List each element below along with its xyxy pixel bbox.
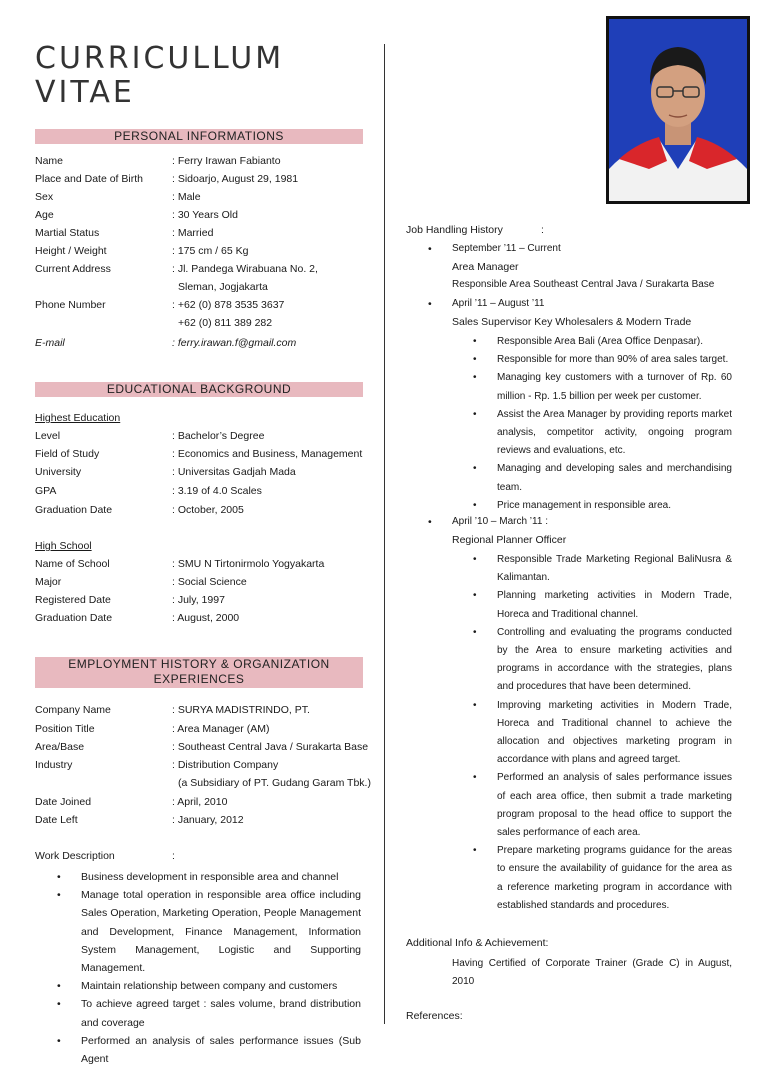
position-3-title: Regional Planner Officer (452, 534, 567, 546)
table-row: Graduation Date : August, 2000 (35, 612, 240, 624)
period-2: April ’11 – August ’11 (452, 298, 545, 309)
list-item: • Manage total operation in responsible area office including Sales Operation, Marketing Operation, People Management and Development, Finance Management, Information System Management, Logistic and Supporting Management. (57, 889, 361, 975)
list-item: • Price management in responsible area. (473, 499, 671, 511)
list-item: • Managing key customers with a turnover of Rp. 60 million - Rp. 1.5 billion per week per customer. (473, 372, 732, 402)
table-row: University : Universitas Gadjah Mada (35, 466, 296, 478)
work-description-label: Work Description (35, 850, 115, 862)
section-personal-heading: PERSONAL INFORMATIONS (35, 129, 363, 144)
table-row: Industry : Distribution Company (a Subsidiary of PT. Gudang Garam Tbk.) (35, 759, 371, 789)
table-row: E-mail : ferry.irawan.f@gmail.com (35, 337, 297, 349)
period-3: April ’10 – March ’11 : (452, 516, 548, 527)
list-item: • Responsible for more than 90% of area sales target. (473, 354, 729, 366)
highest-education-title: Highest Education (35, 412, 121, 424)
references-label: References: (406, 1010, 463, 1022)
table-row: Current Address : Jl. Pandega Wirabuana No. 2, Sleman, Jogjakarta (35, 263, 318, 293)
table-row: Field of Study : Economics and Business, Management (35, 448, 363, 460)
position-2-title: Sales Supervisor Key Wholesalers & Modern Trade (452, 316, 692, 328)
bullet: • (428, 298, 432, 310)
table-row: Company Name : SURYA MADISTRINDO, PT. (35, 704, 310, 716)
table-row: Position Title : Area Manager (AM) (35, 723, 270, 735)
table-row: Name of School : SMU N Tirtonirmolo Yogyakarta (35, 558, 325, 570)
table-row: Level : Bachelor’s Degree (35, 430, 265, 442)
list-item: • To achieve agreed target : sales volume, brand distribution and coverage (57, 998, 361, 1029)
table-row: Sex : Male (35, 191, 201, 203)
list-item: • Maintain relationship between company and customers (57, 980, 338, 993)
work-description-colon: : (172, 850, 175, 862)
table-row: Major : Social Science (35, 576, 247, 588)
profile-photo (606, 16, 750, 204)
table-row: Date Joined : April, 2010 (35, 796, 228, 808)
table-row: Martial Status : Married (35, 227, 214, 239)
email-link[interactable]: : ferry.irawan.f@gmail.com (172, 337, 297, 349)
table-row: Name : Ferry Irawan Fabianto (35, 155, 281, 167)
table-row: Area/Base : Southeast Central Java / Surakarta Base (35, 741, 369, 753)
job-history-colon: : (541, 224, 544, 236)
position-2-duties (473, 333, 732, 515)
table-row: Graduation Date : October, 2005 (35, 504, 244, 516)
column-divider (384, 44, 385, 1024)
position-3-duties (473, 551, 732, 915)
high-school-title: High School (35, 540, 92, 552)
list-item: • Performed an analysis of sales performance issues of each area office, then submit a trade marketing program proposal to the head office to support the sales performance of each area. (473, 772, 732, 839)
additional-info-text: Having Certified of Corporate Trainer (Grade C) in August, 2010 (452, 958, 732, 987)
portrait-image (609, 19, 747, 201)
list-item: • Performed an analysis of sales performance issues (Sub Agent (57, 1034, 361, 1066)
table-row: Age : 30 Years Old (35, 209, 238, 221)
list-item: • Prepare marketing programs guidance for the areas to ensure the availability of guidance for the area as a reference marketing program in accordance with established standards and procedures. (473, 845, 732, 911)
period-1: September ’11 – Current (452, 243, 561, 254)
list-item: • Planning marketing activities in Modern Trade, Horeca and Traditional channel. (473, 590, 732, 620)
table-row: Height / Weight : 175 cm / 65 Kg (35, 245, 249, 257)
section-education-heading: EDUCATIONAL BACKGROUND (35, 382, 363, 397)
list-item: • Assist the Area Manager by providing reports market analysis, competitor activity, ongoing program reviews and evaluations, etc. (473, 408, 732, 457)
bullet: • (428, 516, 432, 528)
section-employment-heading: EMPLOYMENT HISTORY & ORGANIZATION EXPERIENCES (35, 657, 363, 688)
list-item: • Responsible Trade Marketing Regional BaliNusra & Kalimantan. (473, 554, 732, 584)
cv-title: CURRICULLUM VITAE (35, 41, 285, 110)
position-1-area: Responsible Area Southeast Central Java / Surakarta Base (452, 279, 715, 290)
list-item: • Business development in responsible area and channel (57, 871, 339, 883)
table-row: Registered Date : July, 1997 (35, 594, 225, 606)
position-1-title: Area Manager (452, 261, 519, 273)
table-row: Date Left : January, 2012 (35, 814, 244, 826)
list-item: • Responsible Area Bali (Area Office Denpasar). (473, 336, 704, 347)
table-row: Place and Date of Birth : Sidoarjo, August 29, 1981 (35, 173, 299, 185)
table-row: Phone Number : +62 (0) 878 3535 3637 +62 (0) 811 389 282 (35, 299, 285, 329)
additional-info-label: Additional Info & Achievement: (406, 937, 549, 949)
list-item: • Controlling and evaluating the programs conducted by the Area to ensure marketing activities and programs in accordance with the strategies, plans and procedures that have been determined. (473, 626, 732, 693)
work-description-list (57, 868, 361, 1068)
job-history-label: Job Handling History (406, 224, 503, 236)
list-item: • Improving marketing activities in Modern Trade, Horeca and Traditional channel to achieve the allocation and objectives marketing program in accordance with plans and agreed target. (473, 699, 732, 766)
table-row: GPA : 3.19 of 4.0 Scales (35, 485, 262, 497)
list-item: • Managing and developing sales and merchandising team. (473, 463, 732, 493)
bullet: • (428, 243, 432, 255)
